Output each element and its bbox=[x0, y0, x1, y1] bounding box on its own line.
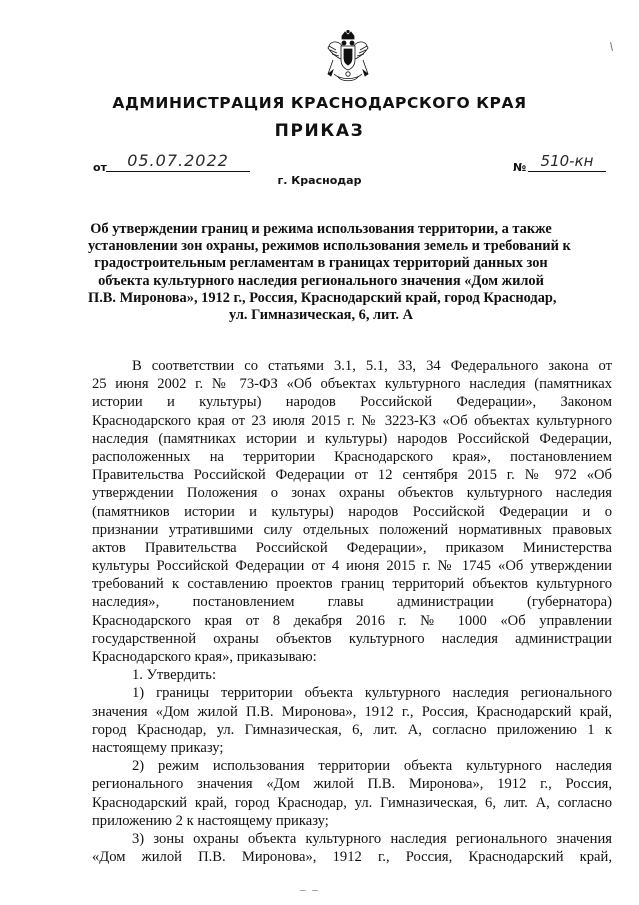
body-line: «Дом жилой П.В. Миронова», 1912 г., Россия, Краснодарский край, bbox=[92, 849, 612, 866]
title-line: ул. Гимназическая, 6, лит. А bbox=[228, 307, 413, 324]
body-line: Правительства Российской Федерации от 12 сентября 2015 г. № 972 «Об bbox=[92, 467, 612, 484]
city-name: г. Краснодар bbox=[277, 174, 362, 187]
body-line: 2) режим использования территории объекта культурного наследия bbox=[132, 758, 612, 775]
number-label: № bbox=[513, 161, 527, 174]
title-line: объекта культурного наследия регионального значения «Дом жилой bbox=[98, 272, 544, 289]
body-line: расположенных на территории Краснодарского края», постановлением bbox=[92, 448, 612, 465]
body-line: наследия», постановлением главы администрации (губернатора) bbox=[92, 594, 612, 611]
title-line: установлении зон охраны, режимов использования земель и требований к bbox=[88, 238, 571, 255]
body-line: 25 июня 2002 г. № 73-ФЗ «Об объектах культурного наследия (памятниках bbox=[92, 376, 612, 393]
body-line: город Краснодар, ул. Гимназическая, 6, лит. А, согласно приложению 1 к bbox=[92, 721, 612, 738]
body-line: В соответствии со статьями 3.1, 5.1, 33, 34 Федерального закона от bbox=[132, 358, 612, 374]
date-label: от bbox=[93, 161, 107, 174]
coat-of-arms-icon bbox=[324, 30, 372, 84]
number-value: 510-кн bbox=[528, 152, 606, 172]
body-line: значения «Дом жилой П.В. Миронова», 1912 г., Россия, Краснодарский край, bbox=[92, 703, 612, 720]
body-line: 3) зоны охраны объекта культурного наследия регионального значения bbox=[132, 830, 612, 847]
body-line: приложению 2 к настоящему приказу; bbox=[92, 812, 329, 829]
organization-name: АДМИНИСТРАЦИЯ КРАСНОДАРСКОГО КРАЯ bbox=[112, 94, 527, 112]
scan-mark bbox=[610, 42, 613, 51]
body-line: утверждении Положения о зонах охраны объектов культурного наследия bbox=[92, 485, 612, 502]
body-line: 1. Утвердить: bbox=[132, 667, 217, 684]
title-line: Об утверждении границ и режима использования территории, а также bbox=[90, 221, 552, 237]
title-line: П.В. Миронова», 1912 г., Россия, Краснодарский край, город Краснодар, bbox=[88, 289, 557, 306]
date-value: 05.07.2022 bbox=[106, 152, 250, 172]
body-line: Краснодарского края», приказываю: bbox=[92, 649, 317, 665]
body-line: 1) границы территории объекта культурного наследия регионального bbox=[132, 685, 612, 702]
document-title bbox=[88, 221, 571, 324]
body-line: настоящему приказу; bbox=[92, 739, 224, 756]
document-body bbox=[92, 357, 612, 866]
body-line: (памятников истории и культуры) народов Российской Федерации и о bbox=[92, 503, 612, 520]
body-line: Краснодарского края от 8 декабря 2016 г. № 1000 «Об управлении bbox=[92, 612, 612, 629]
body-line: Краснодарского края от 23 июля 2015 г. № 3223-КЗ «Об объектах культурного bbox=[92, 412, 612, 429]
body-line: истории и культуры) народов Российской Федерации», Законом bbox=[92, 394, 612, 411]
title-line: градостроительным регламентам в границах территорий данных зон bbox=[94, 255, 548, 272]
body-line: актов Правительства Российской Федерации», приказом Министерства bbox=[92, 539, 612, 556]
document-type: ПРИКАЗ bbox=[274, 121, 365, 141]
body-line: признании утратившими силу отдельных положений нормативных правовых bbox=[92, 521, 612, 538]
body-line: культуры Российской Федерации от 4 июня 2015 г. № 1745 «Об утверждении bbox=[92, 558, 612, 575]
body-line: регионального значения «Дом жилой П.В. Миронова», 1912 г., Россия, bbox=[92, 776, 612, 793]
body-line: Краснодарский край, город Краснодар, ул. Гимназическая, 6, лит. А, согласно bbox=[92, 794, 612, 811]
body-line: наследия (памятниках истории и культуры) народов Российской Федерации, bbox=[92, 430, 612, 447]
body-line: государственной охраны объектов культурного наследия администрации bbox=[92, 630, 612, 647]
page-footer-mark: – – bbox=[300, 884, 320, 896]
body-line: требований к составлению проектов границ территорий объектов культурного bbox=[92, 576, 612, 593]
